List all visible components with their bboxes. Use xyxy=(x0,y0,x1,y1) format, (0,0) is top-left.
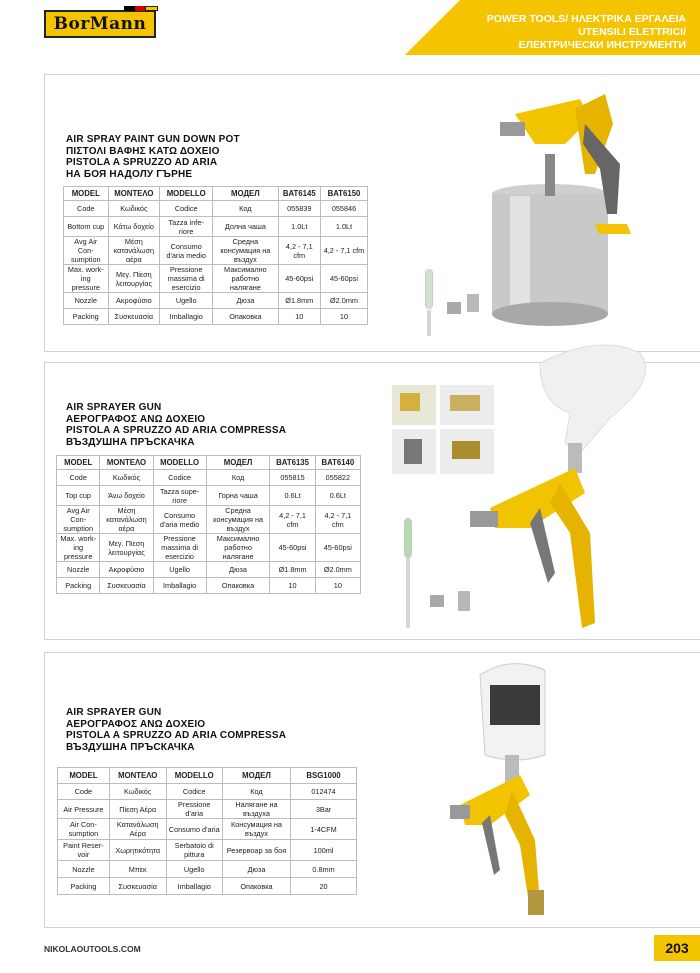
table-header-cell: MODELLO xyxy=(153,456,206,470)
table-cell: Συσκευασία xyxy=(100,578,153,594)
table-header-cell: MODELLO xyxy=(166,768,222,784)
table-cell: Imballagio xyxy=(160,309,213,325)
table-cell: 20 xyxy=(291,878,357,895)
adapter-connector xyxy=(458,591,470,611)
table-header-cell: BSG1000 xyxy=(291,768,357,784)
table-cell: Код xyxy=(206,470,270,486)
table-cell: 45-60psi xyxy=(278,265,320,293)
table-row xyxy=(58,861,357,878)
table-header-row xyxy=(64,187,368,201)
table-cell: Consumo d'aria medio xyxy=(160,237,213,265)
table-cell: 10 xyxy=(278,309,320,325)
table-row xyxy=(64,293,368,309)
table-row xyxy=(64,201,368,217)
detail-photo-1-part xyxy=(400,393,420,411)
gun-handle xyxy=(550,483,595,628)
pot-bottom xyxy=(492,302,608,326)
spray-gun-down-pot-image xyxy=(395,84,645,339)
table-header-cell: MODEL xyxy=(57,456,100,470)
table-header-row xyxy=(57,456,361,470)
table-cell: 4,2 - 7,1 cfm xyxy=(320,237,367,265)
table-cell: Дюза xyxy=(213,293,278,309)
table-cell: Максимално работно налягане xyxy=(213,265,278,293)
air-inlet xyxy=(595,224,631,234)
table-cell: Codice xyxy=(160,201,213,217)
table-cell: Дюза xyxy=(206,562,270,578)
table-cell: Долна чаша xyxy=(213,217,278,237)
spec-table-3 xyxy=(57,767,357,895)
title-bg: ВЪЗДУШНА ПРЪСКАЧКА xyxy=(66,741,195,753)
table-cell: Code xyxy=(64,201,109,217)
table-cell: 4,2 - 7,1 cfm xyxy=(278,237,320,265)
table-cell: Резервоар за боя xyxy=(222,840,290,861)
table-cell: Air Con-sumption xyxy=(58,819,110,840)
title-it: PISTOLA A SPRUZZO AD ARIA xyxy=(66,157,218,168)
table-cell: 100ml xyxy=(291,840,357,861)
flag-stripe-yellow xyxy=(145,6,158,11)
gun-trigger xyxy=(530,508,555,583)
table-header-cell: МОДЕЛ xyxy=(206,456,270,470)
category-line-2: UTENSILI ELETTRICI/ xyxy=(578,26,686,38)
table-cell: Μέση κατανάλωση αέρα xyxy=(100,506,153,534)
table-cell: Bottom cup xyxy=(64,217,109,237)
title-it: PISTOLA A SPRUZZO AD ARIA COMPRESSA xyxy=(66,730,287,741)
table-cell: Άνω δοχείο xyxy=(100,486,153,506)
table-cell: Max. work-ing pressure xyxy=(57,534,100,562)
table-cell: 10 xyxy=(320,309,367,325)
table-header-cell: BAT6140 xyxy=(315,456,360,470)
table-cell: Nozzle xyxy=(64,293,109,309)
table-cell: Ø1.8mm xyxy=(278,293,320,309)
table-cell: 45-60psi xyxy=(315,534,360,562)
table-cell: Средна консумация на въздух xyxy=(206,506,270,534)
table-cell: Χωρητικότητα xyxy=(109,840,166,861)
table-cell: 1.0Lt xyxy=(278,217,320,237)
table-cell: 10 xyxy=(270,578,315,594)
table-cell: Μπεκ xyxy=(109,861,166,878)
table-cell: Avg Air Con-sumption xyxy=(64,237,109,265)
table-cell: Imballagio xyxy=(166,878,222,895)
table-cell: Max. work-ing pressure xyxy=(64,265,109,293)
table-cell: 0.8mm xyxy=(291,861,357,878)
table-cell: Код xyxy=(222,784,290,800)
table-cell: Codice xyxy=(166,784,222,800)
table-cell: Nozzle xyxy=(57,562,100,578)
table-cell: Packing xyxy=(58,878,110,895)
table-row xyxy=(64,309,368,325)
top-cup xyxy=(540,345,646,453)
table-cell: Air Pressure xyxy=(58,800,110,819)
title-bg: НА БОЯ НАДОЛУ ГЪРНЕ xyxy=(66,168,193,180)
table-header-cell: BAT6145 xyxy=(278,187,320,201)
table-cell: Κωδικός xyxy=(100,470,153,486)
gun-nozzle xyxy=(450,805,470,819)
table-row xyxy=(58,878,357,895)
table-cell: Ακροφύσιο xyxy=(108,293,160,309)
table-row xyxy=(58,784,357,800)
table-cell: Дюза xyxy=(222,861,290,878)
table-cell: 3Bar xyxy=(291,800,357,819)
table-cell: Πίεση Αέρα xyxy=(109,800,166,819)
table-header-cell: BAT6150 xyxy=(320,187,367,201)
title-bg: ВЪЗДУШНА ПРЪСКАЧКА xyxy=(66,436,195,448)
detail-photo-2-part xyxy=(450,395,480,411)
table-cell: Συσκευασία xyxy=(109,878,166,895)
title-el: ΑΕΡΟΓΡΑΦΟΣ ΑΝΩ ΔΟΧΕΙΟ xyxy=(66,718,206,730)
table-cell: Paint Reser-voir xyxy=(58,840,110,861)
table-cell: Top cup xyxy=(57,486,100,506)
pot-stem xyxy=(545,154,555,196)
adapter-connector xyxy=(467,294,479,312)
table-row xyxy=(58,800,357,819)
table-cell: Ugello xyxy=(153,562,206,578)
title-el: ΠΙΣΤΟΛΙ ΒΑΦΗΣ ΚΑΤΩ ΔΟΧΕΙΟ xyxy=(66,145,220,157)
table-cell: Ugello xyxy=(166,861,222,878)
table-cell: Опаковка xyxy=(213,309,278,325)
spray-gun-top-cup-image xyxy=(390,333,690,645)
table-row xyxy=(64,237,368,265)
table-cell: 1-4CFM xyxy=(291,819,357,840)
table-cell: Consumo d'aria xyxy=(166,819,222,840)
category-line-3: ЕЛЕКТРИЧЕСКИ ИНСТРУМЕНТИ xyxy=(518,39,686,51)
table-cell: 4,2 - 7,1 cfm xyxy=(270,506,315,534)
table-cell: 0.6Lt xyxy=(315,486,360,506)
table-cell: Средна консумация на въздух xyxy=(213,237,278,265)
gun-nozzle xyxy=(500,122,525,136)
table-cell: Ø2.0mm xyxy=(315,562,360,578)
table-header-cell: ΜΟΝΤΕΛΟ xyxy=(100,456,153,470)
table-row xyxy=(57,486,361,506)
brush-handle xyxy=(406,558,410,628)
table-cell: Код xyxy=(213,201,278,217)
pot-highlight xyxy=(510,196,530,312)
table-cell: Packing xyxy=(57,578,100,594)
table-cell: Imballagio xyxy=(153,578,206,594)
table-cell: Packing xyxy=(64,309,109,325)
title-it: PISTOLA A SPRUZZO AD ARIA COMPRESSA xyxy=(66,425,287,436)
title-el: ΑΕΡΟΓΡΑΦΟΣ ΑΝΩ ΔΟΧΕΙΟ xyxy=(66,413,206,425)
table-cell: Ø1.8mm xyxy=(270,562,315,578)
product-2-title xyxy=(66,402,286,448)
table-cell: Κωδικός xyxy=(109,784,166,800)
pot-body xyxy=(492,194,608,314)
gun-nozzle xyxy=(470,511,498,527)
category-line-1: POWER TOOLS/ ΗΛΕΚΤΡΙΚΑ ΕΡΓΑΛΕΙΑ xyxy=(486,13,686,25)
table-cell: Tazza infe-riore xyxy=(160,217,213,237)
table-cell: 45-60psi xyxy=(320,265,367,293)
brush-handle-top xyxy=(426,269,432,311)
table-cell: 055839 xyxy=(278,201,320,217)
table-header-cell: MODELLO xyxy=(160,187,213,201)
product-3-title xyxy=(66,707,286,753)
spec-table-2 xyxy=(56,455,361,594)
table-cell: 45-60psi xyxy=(270,534,315,562)
table-header-cell: ΜΟΝΤΕΛΟ xyxy=(109,768,166,784)
table-cell: 1.0Lt xyxy=(320,217,367,237)
brush-bristles xyxy=(404,518,412,558)
table-cell: Μεγ. Πίεση λειτουργίας xyxy=(100,534,153,562)
flag-stripe-black xyxy=(124,6,135,11)
spray-gun-mini-image xyxy=(450,655,590,920)
brand-logo-text: BorMann xyxy=(53,14,147,34)
table-cell: Pressione massima di esercizio xyxy=(153,534,206,562)
table-cell: Κωδικός xyxy=(108,201,160,217)
table-cell: 10 xyxy=(315,578,360,594)
adapter-nut xyxy=(447,302,461,314)
table-cell: Ugello xyxy=(160,293,213,309)
table-row xyxy=(57,562,361,578)
table-cell: 012474 xyxy=(291,784,357,800)
website-footer: NIKOLAOUTOOLS.COM xyxy=(44,944,141,954)
table-cell: Pressione d'aria xyxy=(166,800,222,819)
title-en: AIR SPRAY PAINT GUN DOWN POT xyxy=(66,134,240,145)
table-cell: Consumo d'aria medio xyxy=(153,506,206,534)
category-header xyxy=(487,13,686,52)
spec-table-1 xyxy=(63,186,368,325)
page-number: 203 xyxy=(654,935,700,961)
table-cell: 4,2 - 7,1 cfm xyxy=(315,506,360,534)
table-header-cell: MODEL xyxy=(58,768,110,784)
brand-logo xyxy=(44,10,156,38)
table-row xyxy=(57,578,361,594)
table-header-cell: МОДЕЛ xyxy=(222,768,290,784)
table-cell: Κατανάλωση Αέρα xyxy=(109,819,166,840)
product-1-title xyxy=(66,134,240,180)
table-cell: Горна чаша xyxy=(206,486,270,506)
table-header-cell: МОДЕЛ xyxy=(213,187,278,201)
table-row xyxy=(58,819,357,840)
title-en: AIR SPRAYER GUN xyxy=(66,402,162,413)
table-cell: Ακροφύσιο xyxy=(100,562,153,578)
gun-trigger xyxy=(482,815,500,875)
table-cell: Ø2.0mm xyxy=(320,293,367,309)
table-cell: Code xyxy=(58,784,110,800)
table-row xyxy=(64,217,368,237)
table-cell: Опаковка xyxy=(206,578,270,594)
detail-photo-3-part xyxy=(404,439,422,464)
table-cell: Nozzle xyxy=(58,861,110,878)
table-cell: 055815 xyxy=(270,470,315,486)
title-en: AIR SPRAYER GUN xyxy=(66,707,162,718)
detail-photo-4-part xyxy=(452,441,480,459)
table-row xyxy=(58,840,357,861)
table-row xyxy=(57,534,361,562)
table-row xyxy=(57,506,361,534)
table-cell: Опаковка xyxy=(222,878,290,895)
table-row xyxy=(64,265,368,293)
table-cell: Μεγ. Πίεση λειτουργίας xyxy=(108,265,160,293)
table-cell: Tazza supe-riore xyxy=(153,486,206,506)
table-cell: 0.6Lt xyxy=(270,486,315,506)
cup-label xyxy=(490,685,540,725)
table-cell: Serbatoio di pittura xyxy=(166,840,222,861)
table-cell: Максимално работно налягане xyxy=(206,534,270,562)
table-header-row xyxy=(58,768,357,784)
table-cell: Μέση κατανάλωση αέρα xyxy=(108,237,160,265)
table-cell: Code xyxy=(57,470,100,486)
table-cell: 055846 xyxy=(320,201,367,217)
adapter-nut xyxy=(430,595,444,607)
table-cell: Налягане на въздуха xyxy=(222,800,290,819)
table-cell: Avg Air Con-sumption xyxy=(57,506,100,534)
table-cell: 055822 xyxy=(315,470,360,486)
table-cell: Κάτω δοχείο xyxy=(108,217,160,237)
table-header-cell: BAT6135 xyxy=(270,456,315,470)
table-row xyxy=(57,470,361,486)
table-header-cell: ΜΟΝΤΕΛΟ xyxy=(108,187,160,201)
flag-stripe-red xyxy=(135,6,146,11)
table-cell: Συσκευασία xyxy=(108,309,160,325)
table-cell: Pressione massima di esercizio xyxy=(160,265,213,293)
air-inlet xyxy=(528,890,544,915)
table-cell: Codice xyxy=(153,470,206,486)
table-header-cell: MODEL xyxy=(64,187,109,201)
table-cell: Консумация на въздух xyxy=(222,819,290,840)
flag-icon xyxy=(124,6,158,11)
